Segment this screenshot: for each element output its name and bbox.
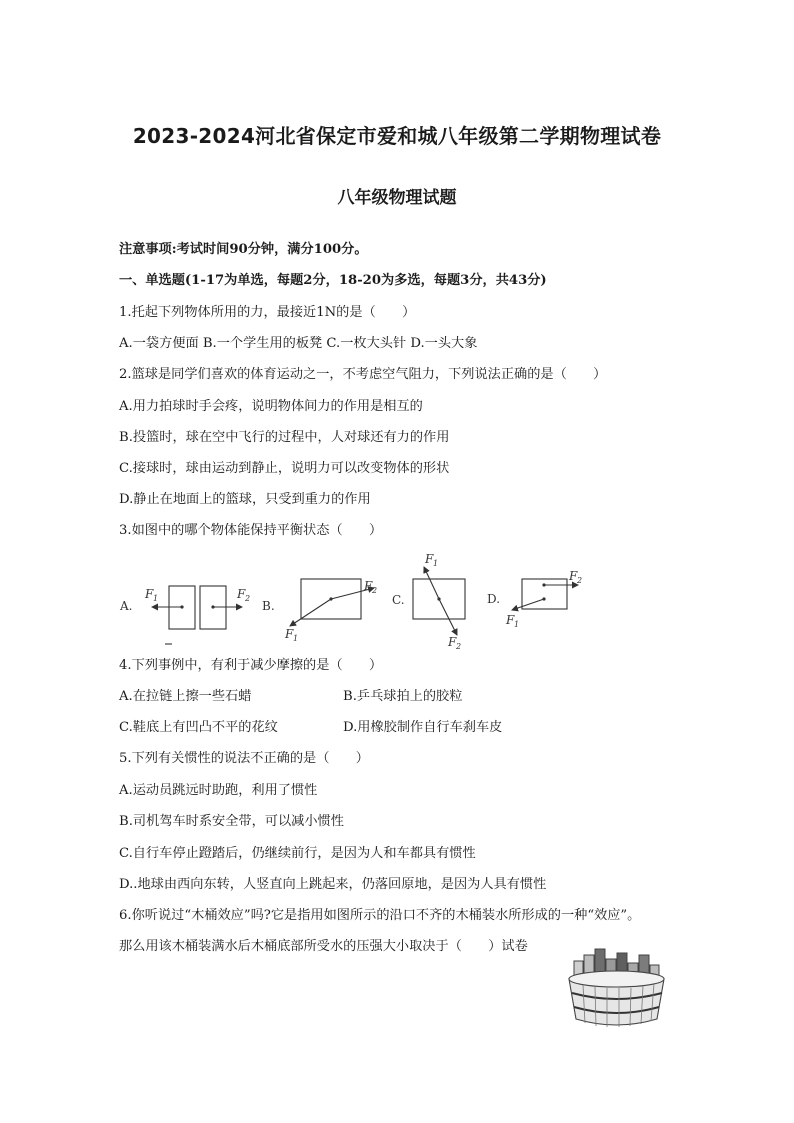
q3-c-f1: F — [425, 552, 434, 566]
q6-stem-line1: 6.你听说过“木桶效应”吗?它是指用如图所示的沿口不齐的木桶装水所形成的一种“效应”。 — [119, 908, 641, 923]
q4-option-d: D.用橡胶制作自行车刹车皮 — [343, 720, 503, 735]
q2-option-c: C.接球时，球由运动到静止，说明力可以改变物体的形状 — [119, 461, 450, 476]
q3-a-f1: F — [145, 587, 154, 601]
q4-stem: 4.下列事例中，有利于减少摩擦的是（ ） — [119, 658, 383, 673]
q4-option-a: A.在拉链上擦一些石蜡 — [119, 689, 252, 704]
q3-label-b: B. — [262, 599, 275, 613]
q3-c-f1-sub: 1 — [433, 559, 439, 568]
q5-option-a: A.运动员跳远时助跑，利用了惯性 — [119, 783, 318, 798]
q3-d-f1: F — [506, 613, 515, 627]
q3-d-f1-sub: 1 — [514, 620, 520, 629]
q1-stem: 1.托起下列物体所用的力，最接近1N的是（ ） — [119, 305, 416, 320]
wooden-bucket-image — [563, 945, 673, 1030]
q3-d-f2-sub: 2 — [577, 576, 583, 585]
q4-option-b: B.乒乓球拍上的胶粒 — [343, 689, 463, 704]
section-heading: 一、单选题(1-17为单选，每题2分，18-20为多选，每题3分，共43分) — [119, 273, 547, 288]
exam-subtitle: 八年级物理试题 — [337, 188, 457, 208]
q3-b-f2-sub: 2 — [372, 586, 378, 595]
q3-b-f1: F — [285, 627, 294, 641]
exam-notice: 注意事项:考试时间90分钟，满分100分。 — [119, 242, 368, 257]
q3-c-f2-sub: 2 — [456, 642, 462, 650]
q3-a-f1-sub: 1 — [153, 594, 159, 603]
q2-option-b: B.投篮时，球在空中飞行的过程中，人对球还有力的作用 — [119, 430, 450, 445]
q3-a-f2: F — [237, 587, 246, 601]
q2-option-a: A.用力拍球时手会疼，说明物体间力的作用是相互的 — [119, 399, 423, 414]
q5-stem: 5.下列有关惯性的说法不正确的是（ ） — [119, 751, 369, 766]
q5-option-d: D..地球由西向东转，人竖直向上跳起来，仍落回原地，是因为人具有惯性 — [119, 877, 547, 892]
q6-stem-line2: 那么用该木桶装满水后木桶底部所受水的压强大小取决于（ ）试卷 — [119, 939, 528, 954]
q3-label-c: C. — [392, 593, 405, 607]
q1-options: A.一袋方便面 B.一个学生用的板凳 C.一枚大头针 D.一头大象 — [119, 336, 478, 351]
q3-a-f2-sub: 2 — [245, 594, 251, 603]
q2-stem: 2.篮球是同学们喜欢的体育运动之一，不考虑空气阻力，下列说法正确的是（ ） — [119, 367, 607, 382]
q3-c-f2: F — [448, 635, 457, 649]
q5-option-c: C.自行车停止蹬踏后，仍继续前行，是因为人和车都具有惯性 — [119, 846, 476, 861]
q3-d-f2: F — [569, 569, 578, 583]
q3-label-d: D. — [487, 592, 501, 606]
q3-b-f1-sub: 1 — [293, 634, 299, 643]
q2-option-d: D.静止在地面上的篮球，只受到重力的作用 — [119, 492, 371, 507]
q3-label-a: A. — [120, 599, 133, 613]
exam-title: 2023-2024河北省保定市爱和城八年级第二学期物理试卷 — [132, 124, 662, 148]
q3-force-diagram — [112, 548, 592, 650]
q3-stem: 3.如图中的哪个物体能保持平衡状态（ ） — [119, 523, 383, 538]
q5-option-b: B.司机驾车时系安全带，可以减小惯性 — [119, 814, 344, 829]
q4-option-c: C.鞋底上有凹凸不平的花纹 — [119, 720, 278, 735]
q3-b-f2: F — [364, 579, 373, 593]
